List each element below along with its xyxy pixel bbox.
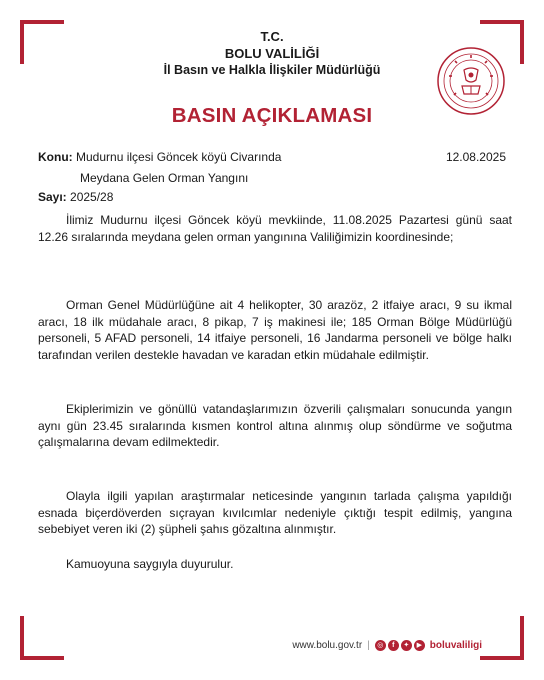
social-handle[interactable]: boluvaliligi bbox=[429, 640, 482, 651]
paragraph-5: Kamuoyuna saygıyla duyurulur. bbox=[66, 557, 234, 571]
paragraph-3: Ekiplerimizin ve gönüllü vatandaşlarımızın özverili çalışmaları sonucunda yangın aynı gün 23.45 sıralarında kısmen kontrol altına alınmış olup söndürme ve soğutma çalışmalarına devam edilmektedir. bbox=[38, 402, 512, 449]
footer-separator: | bbox=[367, 640, 370, 651]
document-title: BASIN AÇIKLAMASI bbox=[171, 104, 373, 127]
instagram-icon[interactable]: ◎ bbox=[375, 640, 386, 651]
subject-label: Konu: bbox=[38, 150, 73, 164]
paragraph-2: Orman Genel Müdürlüğüne ait 4 helikopter, 30 arazöz, 2 itfaiye aracı, 9 su ikmal aracı, 18 ilk müdahale aracı, 8 pikap, 7 iş makinesi ile; 185 Orman Bölge Müdürlüğü personeli, 5 AFAD personeli, 14 itfaiye personeli, 16 Jandarma personeli ve bölge halkı tarafından verilen destekle havadan ve karadan etkin müdahale edilmiştir. bbox=[38, 298, 512, 362]
footer bbox=[292, 640, 482, 651]
subject-text-1: Mudurnu ilçesi Göncek köyü Civarında bbox=[76, 150, 282, 164]
frame-corner-bottom-left bbox=[20, 616, 64, 660]
number-value: 2025/28 bbox=[70, 190, 114, 204]
paragraph-1: İlimiz Mudurnu ilçesi Göncek köyü mevkiinde, 11.08.2025 Pazartesi günü saat 12.26 sıralarında meydana gelen orman yangınına Valiliğimizin koordinesinde; bbox=[38, 213, 512, 244]
twitter-icon[interactable]: ✦ bbox=[401, 640, 412, 651]
subject-line bbox=[38, 149, 281, 165]
header-tc: T.C. bbox=[260, 29, 284, 44]
paragraph-4: Olayla ilgili yapılan araştırmalar neticesinde yangının tarlada çalışma yapıldığı esnada biçerdöverden sıçrayan kıvılcımlar nedeniyle çıktığı tespit edilmiş, yangına sebebiyet veren iki (2) şüpheli şahıs gözaltına alınmıştır. bbox=[38, 489, 512, 536]
youtube-icon[interactable]: ▶ bbox=[414, 640, 425, 651]
frame-corner-bottom-right bbox=[480, 616, 524, 660]
facebook-icon[interactable]: f bbox=[388, 640, 399, 651]
subject-line-2: Meydana Gelen Orman Yangını bbox=[80, 171, 249, 185]
header-department: İl Basın ve Halkla İlişkiler Müdürlüğü bbox=[163, 63, 381, 77]
social-icons bbox=[375, 640, 425, 651]
number-label: Sayı: bbox=[38, 190, 67, 204]
header-governorship: BOLU VALİLİĞİ bbox=[224, 46, 320, 61]
number-line bbox=[38, 189, 113, 205]
website-link[interactable]: www.bolu.gov.tr bbox=[292, 640, 363, 651]
document-date: 12.08.2025 bbox=[445, 150, 506, 164]
